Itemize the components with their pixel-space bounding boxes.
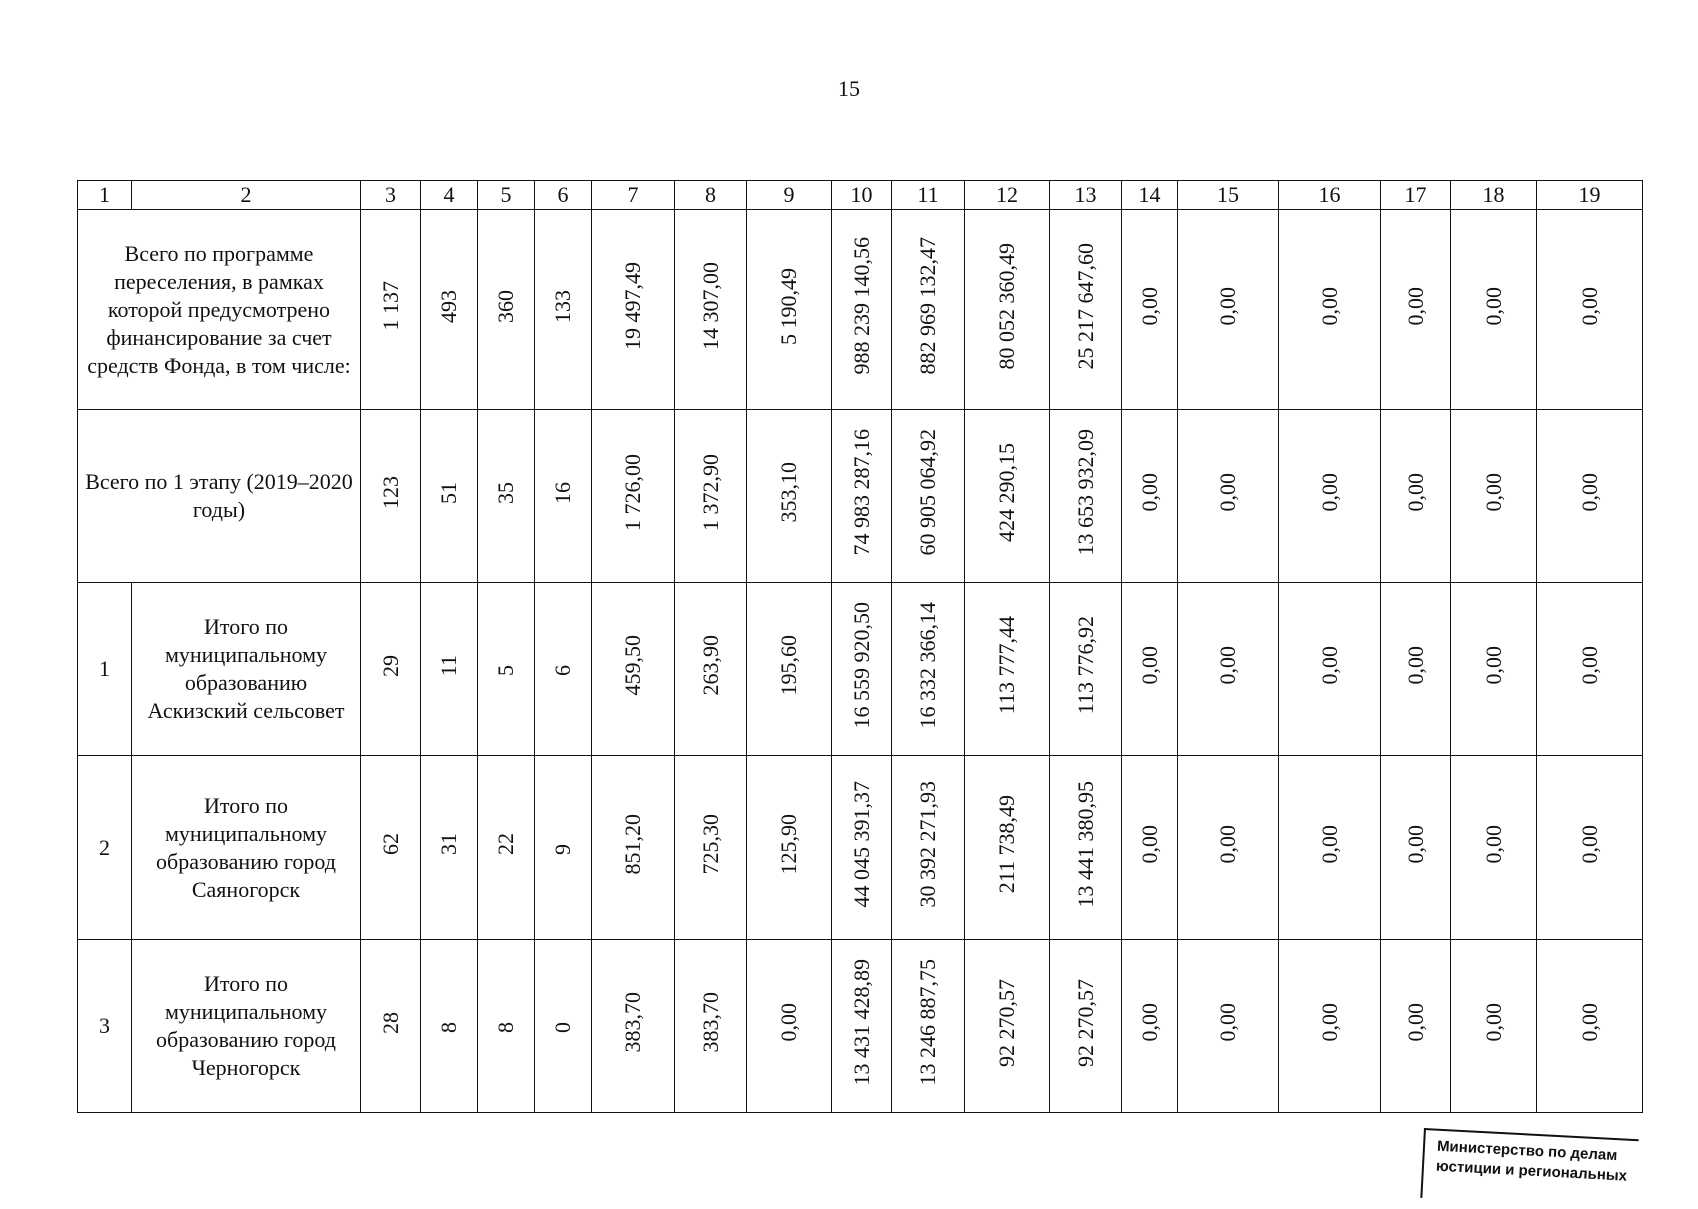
row-label: Всего по 1 этапу (2019–2020 годы): [78, 410, 361, 583]
value-cell: 13 246 887,75: [915, 959, 940, 1086]
value-cell: 62: [377, 833, 403, 855]
table-row-municipality-3: [78, 940, 1643, 1113]
value-cell: 51: [436, 481, 461, 504]
value-cell: 1 137: [377, 281, 403, 331]
header-cell: 19: [1537, 181, 1643, 210]
value-cell: 16 332 366,14: [915, 602, 940, 729]
header-cell: 14: [1122, 181, 1178, 210]
header-cell: 12: [965, 181, 1050, 210]
value-cell: 0,00: [1402, 646, 1428, 685]
value-cell: 851,20: [620, 813, 645, 875]
table-row-stage-1: [78, 410, 1643, 583]
value-cell: 0,00: [1402, 473, 1428, 512]
value-cell: 0,00: [1136, 473, 1162, 512]
value-cell: 0,00: [1215, 646, 1240, 685]
value-cell: 14 307,00: [697, 262, 723, 350]
value-cell: 22: [493, 833, 518, 855]
value-cell: 0,00: [1215, 286, 1240, 326]
value-cell: 725,30: [697, 813, 723, 875]
value-cell: 0,00: [1480, 824, 1506, 864]
value-cell: 0,00: [1316, 824, 1342, 864]
value-cell: 125,90: [776, 813, 801, 875]
header-cell: 18: [1451, 181, 1537, 210]
header-cell: 17: [1381, 181, 1451, 210]
value-cell: 31: [436, 833, 461, 855]
value-cell: 353,10: [776, 462, 801, 523]
header-cell: 6: [535, 181, 592, 210]
value-cell: 113 777,44: [994, 616, 1019, 715]
value-cell: 0,00: [1215, 1003, 1240, 1042]
value-cell: 211 738,49: [994, 794, 1019, 894]
table-row-municipality-1: [78, 583, 1643, 756]
value-cell: 0,00: [1480, 473, 1506, 512]
value-cell: 13 441 380,95: [1072, 780, 1098, 908]
page-number: 15: [838, 76, 860, 101]
value-cell: 0,00: [1480, 1003, 1506, 1042]
value-cell: 19 497,49: [620, 262, 645, 350]
value-cell: 9: [550, 843, 575, 855]
row-number: 3: [78, 940, 132, 1113]
header-cell: 4: [421, 181, 478, 210]
value-cell: 0,00: [1402, 286, 1428, 326]
header-row: [78, 181, 1643, 210]
row-label: Итого по муниципальному образованию город Черногорск: [132, 940, 361, 1113]
value-cell: 383,70: [697, 992, 723, 1053]
resettlement-table: [77, 180, 1643, 1113]
value-cell: 0,00: [1316, 286, 1342, 326]
value-cell: 195,60: [776, 635, 801, 696]
value-cell: 0,00: [1576, 824, 1602, 864]
header-cell: 2: [132, 181, 361, 210]
value-cell: 0,00: [1215, 824, 1240, 864]
value-cell: 493: [436, 289, 461, 323]
value-cell: 0,00: [1576, 473, 1602, 512]
value-cell: 0,00: [1136, 824, 1162, 864]
value-cell: 6: [550, 665, 575, 676]
value-cell: 5 190,49: [776, 267, 801, 345]
value-cell: 60 905 064,92: [915, 429, 940, 556]
row-label: Итого по муниципальному образованию город Саяногорск: [132, 756, 361, 940]
header-cell: 1: [78, 181, 132, 210]
header-cell: 8: [675, 181, 747, 210]
value-cell: 0,00: [1576, 286, 1602, 326]
row-label: Всего по программе переселения, в рамках которой предусмотрено финансирование за счет средств Фонда, в том числе:: [78, 210, 361, 410]
value-cell: 0,00: [1215, 473, 1240, 512]
row-label: Итого по муниципальному образованию Аскизский сельсовет: [132, 583, 361, 756]
value-cell: 0,00: [1402, 824, 1428, 864]
value-cell: 35: [493, 481, 518, 504]
table-row-total-program: [78, 210, 1643, 410]
value-cell: 113 776,92: [1072, 616, 1098, 715]
value-cell: 123: [377, 476, 403, 509]
value-cell: 263,90: [697, 635, 723, 696]
header-cell: 3: [361, 181, 421, 210]
value-cell: 13 653 932,09: [1072, 429, 1098, 556]
table-row-municipality-2: [78, 756, 1643, 940]
value-cell: 92 270,57: [994, 978, 1019, 1067]
header-cell: 16: [1279, 181, 1381, 210]
value-cell: 988 239 140,56: [848, 237, 874, 375]
value-cell: 92 270,57: [1072, 978, 1098, 1067]
value-cell: 360: [493, 289, 518, 323]
value-cell: 0,00: [1136, 646, 1162, 685]
value-cell: 0,00: [1402, 1003, 1428, 1042]
value-cell: 16: [550, 481, 575, 504]
value-cell: 424 290,15: [994, 443, 1019, 542]
value-cell: 0,00: [1316, 646, 1342, 685]
header-cell: 7: [592, 181, 675, 210]
row-number: 2: [78, 756, 132, 940]
stamp-line: юстиции и региональных: [1435, 1157, 1628, 1185]
value-cell: 0: [550, 1022, 575, 1033]
value-cell: 30 392 271,93: [915, 780, 940, 908]
value-cell: 74 983 287,16: [848, 429, 874, 556]
stamp-line: Министерство по делам: [1436, 1137, 1618, 1165]
value-cell: 8: [493, 1022, 518, 1033]
value-cell: 0,00: [1136, 286, 1162, 326]
value-cell: 44 045 391,37: [848, 780, 874, 908]
value-cell: 80 052 360,49: [994, 242, 1019, 370]
header-cell: 9: [747, 181, 832, 210]
value-cell: 0,00: [1316, 1003, 1342, 1042]
value-cell: 0,00: [776, 1003, 801, 1042]
value-cell: 11: [436, 654, 461, 677]
row-number: 1: [78, 583, 132, 756]
value-cell: 459,50: [620, 635, 645, 696]
value-cell: 25 217 647,60: [1072, 242, 1098, 370]
value-cell: 8: [436, 1022, 461, 1033]
value-cell: 0,00: [1316, 473, 1342, 512]
value-cell: 5: [493, 665, 518, 676]
value-cell: 16 559 920,50: [848, 602, 874, 729]
ministry-stamp: [1420, 1128, 1638, 1209]
header-cell: 13: [1050, 181, 1122, 210]
value-cell: 28: [377, 1011, 403, 1034]
header-cell: 5: [478, 181, 535, 210]
value-cell: 0,00: [1480, 646, 1506, 685]
value-cell: 0,00: [1480, 286, 1506, 326]
header-cell: 10: [832, 181, 892, 210]
value-cell: 0,00: [1136, 1003, 1162, 1042]
value-cell: 0,00: [1576, 1003, 1602, 1042]
value-cell: 0,00: [1576, 646, 1602, 685]
value-cell: 1 726,00: [620, 454, 645, 531]
value-cell: 1 372,90: [697, 454, 723, 531]
header-cell: 15: [1178, 181, 1279, 210]
value-cell: 13 431 428,89: [848, 959, 874, 1086]
value-cell: 383,70: [620, 992, 645, 1053]
header-cell: 11: [892, 181, 965, 210]
value-cell: 133: [550, 289, 575, 323]
value-cell: 882 969 132,47: [915, 237, 940, 375]
value-cell: 29: [377, 654, 403, 677]
